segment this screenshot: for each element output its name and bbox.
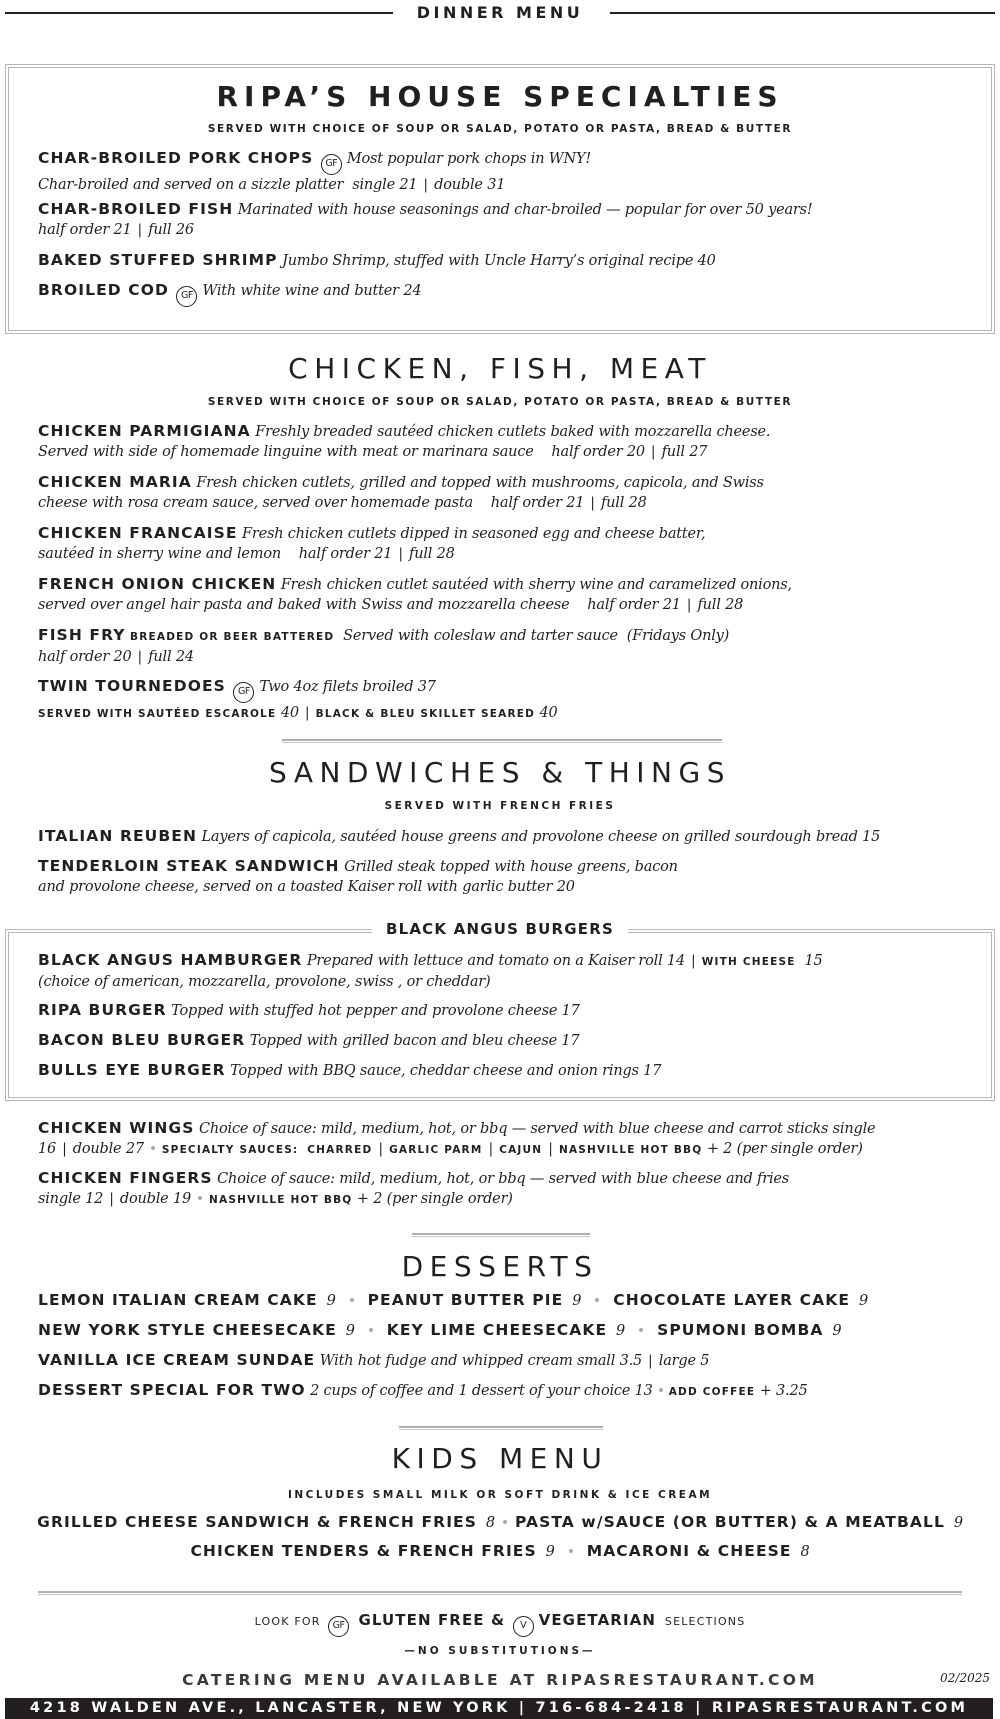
kids-menu-subtitle: INCLUDES SMALL MILK OR SOFT DRINK & ICE CREAM <box>287 1489 713 1501</box>
no-substitutions: —NO SUBSTITUTIONS— <box>404 1645 596 1657</box>
section-divider <box>282 739 722 743</box>
sandwiches-subtitle: SERVED WITH FRENCH FRIES <box>384 800 616 812</box>
menu-item-twin-tournedoes: TWIN TOURNEDOES GF Two 4oz filets broiled 37 SERVED WITH SAUTÉED ESCAROLE 40 | BLACK & BLEU SKILLET SEARED 40 <box>38 677 558 721</box>
price: double 19 <box>119 1191 192 1207</box>
price: single 21 <box>352 177 418 193</box>
menu-item-ripa-burger: RIPA BURGER Topped with stuffed hot pepper and provolone cheese 17 <box>38 1001 580 1019</box>
price: full 28 <box>601 495 647 511</box>
menu-item-italian-reuben: ITALIAN REUBEN Layers of capicola, sautéed house greens and provolone cheese on grilled sourdough bread 15 <box>38 827 881 845</box>
price: full 27 <box>661 444 708 460</box>
burgers-title: BLACK ANGUS BURGERS <box>0 920 1000 939</box>
menu-header <box>0 0 1000 28</box>
menu-title: DINNER MENU <box>416 3 584 22</box>
gluten-free-icon: GF <box>176 286 197 307</box>
menu-date: 02/2025 <box>940 1671 990 1685</box>
menu-item-dessert-special: DESSERT SPECIAL FOR TWO 2 cups of coffee and 1 dessert of your choice 13 ADD COFFEE + 3.25 <box>38 1381 808 1399</box>
price: half order 21 <box>587 597 681 613</box>
price: double 27 <box>72 1141 144 1157</box>
gluten-free-icon: GF <box>321 154 342 175</box>
house-specialties-title: RIPA’S HOUSE SPECIALTIES <box>216 80 784 113</box>
price: half order 20 <box>551 444 645 460</box>
kids-menu-title: KIDS MENU <box>391 1442 609 1475</box>
price: 16 <box>38 1141 57 1157</box>
menu-item-chicken-maria: CHICKEN MARIA Fresh chicken cutlets, grilled and topped with mushrooms, capicola, and Swiss cheese with rosa cream sauce, served over homemade pasta half order 21 | full 28 <box>38 473 764 511</box>
gluten-free-icon: GF <box>233 682 254 703</box>
vegetarian-icon: V <box>513 1616 534 1637</box>
menu-item-fish-fry: FISH FRY BREADED OR BEER BATTERED Served with coleslaw and tarter sauce (Fridays Only) half order 20 | full 24 <box>38 626 730 665</box>
chicken-fish-meat-subtitle: SERVED WITH CHOICE OF SOUP OR SALAD, POTATO OR PASTA, BREAD & BUTTER <box>207 396 793 408</box>
menu-item-tenderloin-steak-sandwich: TENDERLOIN STEAK SANDWICH Grilled steak topped with house greens, bacon and provolone cheese, served on a toasted Kaiser roll with garlic butter 20 <box>38 857 678 895</box>
dietary-legend: LOOK FOR GF GLUTEN FREE & V VEGETARIAN SELECTIONS <box>0 1610 1000 1637</box>
price: half order 21 <box>298 546 393 562</box>
menu-item-sundae: VANILLA ICE CREAM SUNDAE With hot fudge and whipped cream small 3.5 | large 5 <box>38 1351 710 1369</box>
price: full 28 <box>697 597 744 613</box>
menu-item-chicken-fingers: CHICKEN FINGERS Choice of sauce: mild, medium, hot, or bbq — served with blue cheese and fries single 12 | double 19 NASHVILLE HOT BBQ + 2 (per single order) <box>38 1169 789 1207</box>
menu-item-pork-chops: CHAR-BROILED PORK CHOPS GF Most popular pork chops in WNY! Char-broiled and served on a sizzle platter single 21 | double 31 <box>38 149 591 193</box>
section-divider <box>412 1233 590 1237</box>
price: 40 <box>539 705 558 721</box>
kids-row-1: GRILLED CHEESE SANDWICH & FRENCH FRIES 8 PASTA w/SAUCE (OR BUTTER) & A MEATBALL 9 <box>37 1513 963 1531</box>
dessert-row-2: NEW YORK STYLE CHEESECAKE 9 KEY LIME CHEESECAKE 9 SPUMONI BOMBA 9 <box>38 1321 842 1339</box>
menu-item-stuffed-shrimp: BAKED STUFFED SHRIMP Jumbo Shrimp, stuffed with Uncle Harry’s original recipe 40 <box>38 251 716 269</box>
price: single 12 <box>38 1191 104 1207</box>
footer-divider <box>38 1591 962 1595</box>
menu-item-black-angus-hamburger: BLACK ANGUS HAMBURGER Prepared with lettuce and tomato on a Kaiser roll 14 | WITH CHEESE 15 (choice of american, mozzarella, provolone, swiss , or cheddar) <box>38 951 823 990</box>
sandwiches-title: SANDWICHES & THINGS <box>269 756 731 789</box>
menu-item-chicken-parmigiana: CHICKEN PARMIGIANA Freshly breaded sautéed chicken cutlets baked with mozzarella cheese. Served with side of homemade linguine with meat or marinara sauce half order 20 | full 27 <box>38 422 771 460</box>
kids-row-2: CHICKEN TENDERS & FRENCH FRIES 9 MACARONI & CHEESE 8 <box>190 1542 810 1560</box>
menu-item-bulls-eye-burger: BULLS EYE BURGER Topped with BBQ sauce, cheddar cheese and onion rings 17 <box>38 1061 662 1079</box>
price: half order 21 <box>490 495 585 511</box>
price: half order 21 <box>38 222 132 238</box>
desserts-title: DESSERTS <box>401 1250 599 1283</box>
price: 15 <box>804 953 823 969</box>
price: 40 <box>280 705 299 721</box>
price: full 26 <box>148 222 194 238</box>
address-bar: 4218 WALDEN AVE., LANCASTER, NEW YORK | 716-684-2418 | RIPASRESTAURANT.COM <box>5 1698 993 1719</box>
gluten-free-icon: GF <box>328 1616 349 1637</box>
menu-item-chicken-francaise: CHICKEN FRANCAISE Fresh chicken cutlets dipped in seasoned egg and cheese batter, sautéed in sherry wine and lemon half order 21 | full 28 <box>38 524 706 562</box>
catering-notice: CATERING MENU AVAILABLE AT RIPASRESTAURANT.COM <box>182 1671 818 1689</box>
price: full 24 <box>148 649 194 665</box>
house-specialties-subtitle: SERVED WITH CHOICE OF SOUP OR SALAD, POTATO OR PASTA, BREAD & BUTTER <box>207 123 793 135</box>
price: half order 20 <box>38 649 132 665</box>
menu-item-char-broiled-fish: CHAR-BROILED FISH Marinated with house seasonings and char-broiled — popular for over 50 years! half order 21 | full 26 <box>38 200 813 238</box>
menu-item-broiled-cod: BROILED COD GF With white wine and butter 24 <box>38 280 421 307</box>
menu-item-chicken-wings: CHICKEN WINGS Choice of sauce: mild, medium, hot, or bbq — served with blue cheese and carrot sticks single 16 | double 27 SPECIALTY SAUCES: CHARRED | GARLIC PARM | CAJUN | NASHVILLE HOT BBQ + 2 (per single order) <box>38 1119 876 1157</box>
section-divider <box>399 1426 603 1430</box>
price: double 31 <box>434 177 506 193</box>
chicken-fish-meat-title: CHICKEN, FISH, MEAT <box>288 352 712 385</box>
menu-item-french-onion-chicken: FRENCH ONION CHICKEN Fresh chicken cutlet sautéed with sherry wine and caramelized onions, served over angel hair pasta and baked with Swiss and mozzarella cheese half order 21 | full 28 <box>38 575 792 613</box>
price: full 28 <box>409 546 455 562</box>
menu-item-bacon-bleu-burger: BACON BLEU BURGER Topped with grilled bacon and bleu cheese 17 <box>38 1031 580 1049</box>
dessert-row-1: LEMON ITALIAN CREAM CAKE 9 PEANUT BUTTER PIE 9 CHOCOLATE LAYER CAKE 9 <box>38 1291 868 1309</box>
header-rule-right <box>610 12 995 14</box>
